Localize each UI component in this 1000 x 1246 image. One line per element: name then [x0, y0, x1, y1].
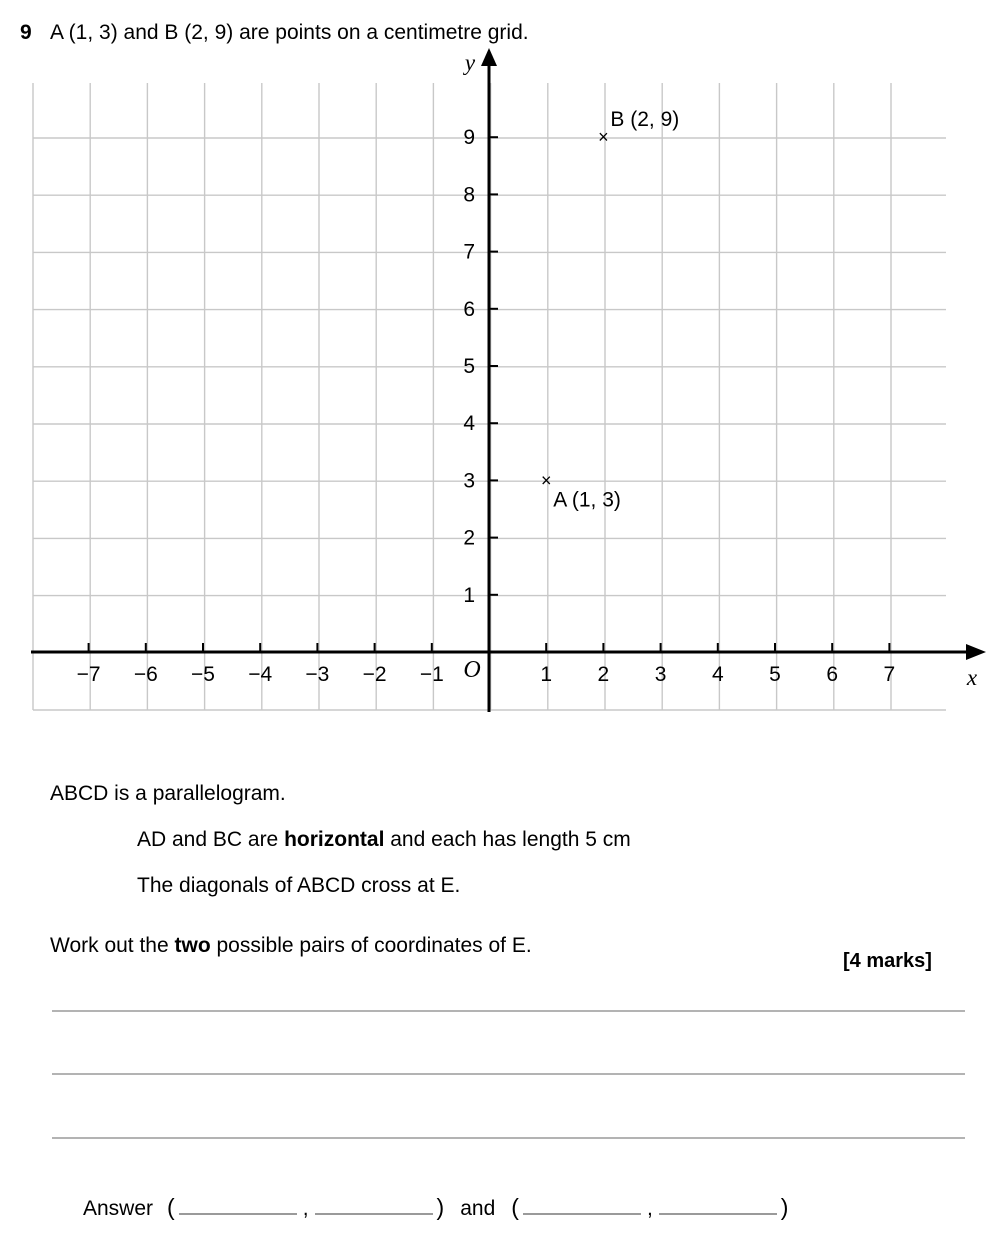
question-number: 9 [20, 21, 32, 44]
statement-horizontal-emphasis: horizontal [284, 828, 385, 851]
marks-allocation: [4 marks] [843, 950, 932, 972]
answer-blank-y1[interactable] [315, 1196, 433, 1215]
statement-diagonals: The diagonals of ABCD cross at E. [137, 874, 461, 897]
x-tick-label: 5 [769, 663, 781, 686]
statement-parallelogram: ABCD is a parallelogram. [50, 782, 286, 805]
answer-blank-x2[interactable] [523, 1196, 641, 1215]
answer-close-paren-2: ) [780, 1194, 789, 1220]
x-tick-label: 4 [711, 663, 724, 686]
answer-close-paren-1: ) [436, 1194, 445, 1220]
x-tick-label: 6 [826, 663, 839, 686]
answer-comma-2: , [646, 1197, 653, 1220]
x-tick-label: −7 [76, 663, 101, 686]
y-tick-label: 2 [463, 526, 475, 550]
x-tick-label: −1 [419, 663, 444, 686]
answer-label: Answer [83, 1197, 154, 1220]
answer-comma-1: , [302, 1197, 309, 1220]
y-tick-label: 6 [463, 297, 475, 321]
point-label-a: A (1, 3) [553, 488, 621, 512]
y-tick-label: 7 [463, 240, 475, 264]
x-axis-label: x [966, 665, 978, 690]
x-tick-label: −3 [305, 663, 330, 686]
question-header [0, 18, 1000, 52]
cross-marker-icon: × [598, 127, 609, 148]
answer-open-paren-2: ( [511, 1194, 519, 1220]
plotted-point-a [541, 470, 621, 511]
y-axis-label: y [464, 50, 476, 75]
work-out-suffix: possible pairs of coordinates of E. [210, 934, 532, 957]
work-out-prefix: Work out the [50, 934, 175, 957]
cross-marker-icon: × [540, 470, 552, 491]
answer-blank-y2[interactable] [659, 1196, 777, 1215]
y-tick-label: 9 [463, 126, 475, 150]
work-out-emphasis: two [174, 934, 211, 957]
answer-rule-line-2[interactable] [52, 1073, 965, 1075]
y-tick-label: 5 [463, 355, 475, 378]
x-tick-label: 3 [654, 663, 667, 686]
x-tick-label: −4 [248, 663, 273, 686]
answer-open-paren-1: ( [167, 1194, 175, 1220]
x-tick-label: 7 [883, 663, 896, 686]
answer-entry-row [83, 1194, 788, 1228]
x-axis-ticks [77, 643, 896, 686]
plotted-point-b [598, 108, 679, 147]
statement-work-out [50, 932, 532, 960]
origin-label: O [463, 657, 481, 683]
axes [31, 48, 986, 712]
x-tick-label: −6 [133, 663, 158, 686]
coordinate-grid-figure [0, 48, 1000, 728]
y-tick-label: 1 [463, 583, 475, 607]
point-label-b: B (2, 9) [610, 108, 680, 132]
answer-rule-line-3[interactable] [52, 1137, 965, 1139]
coordinate-grid-svg [0, 48, 1000, 728]
answer-blank-x1[interactable] [179, 1196, 297, 1215]
x-tick-label: −2 [362, 663, 387, 686]
statement-horizontal [137, 826, 631, 854]
answer-rule-line-1[interactable] [52, 1010, 965, 1012]
answer-conjunction: and [460, 1197, 496, 1220]
y-tick-label: 4 [463, 412, 475, 436]
x-tick-label: 2 [597, 663, 610, 686]
x-tick-label: 1 [540, 663, 553, 686]
x-tick-label: −5 [191, 663, 215, 686]
question-stem-text: A (1, 3) and B (2, 9) are points on a centimetre grid. [50, 21, 529, 44]
statement-horizontal-prefix: AD and BC are [137, 828, 285, 851]
statement-horizontal-suffix: and each has length 5 cm [384, 828, 631, 851]
y-tick-label: 3 [463, 469, 475, 493]
y-tick-label: 8 [463, 183, 475, 207]
